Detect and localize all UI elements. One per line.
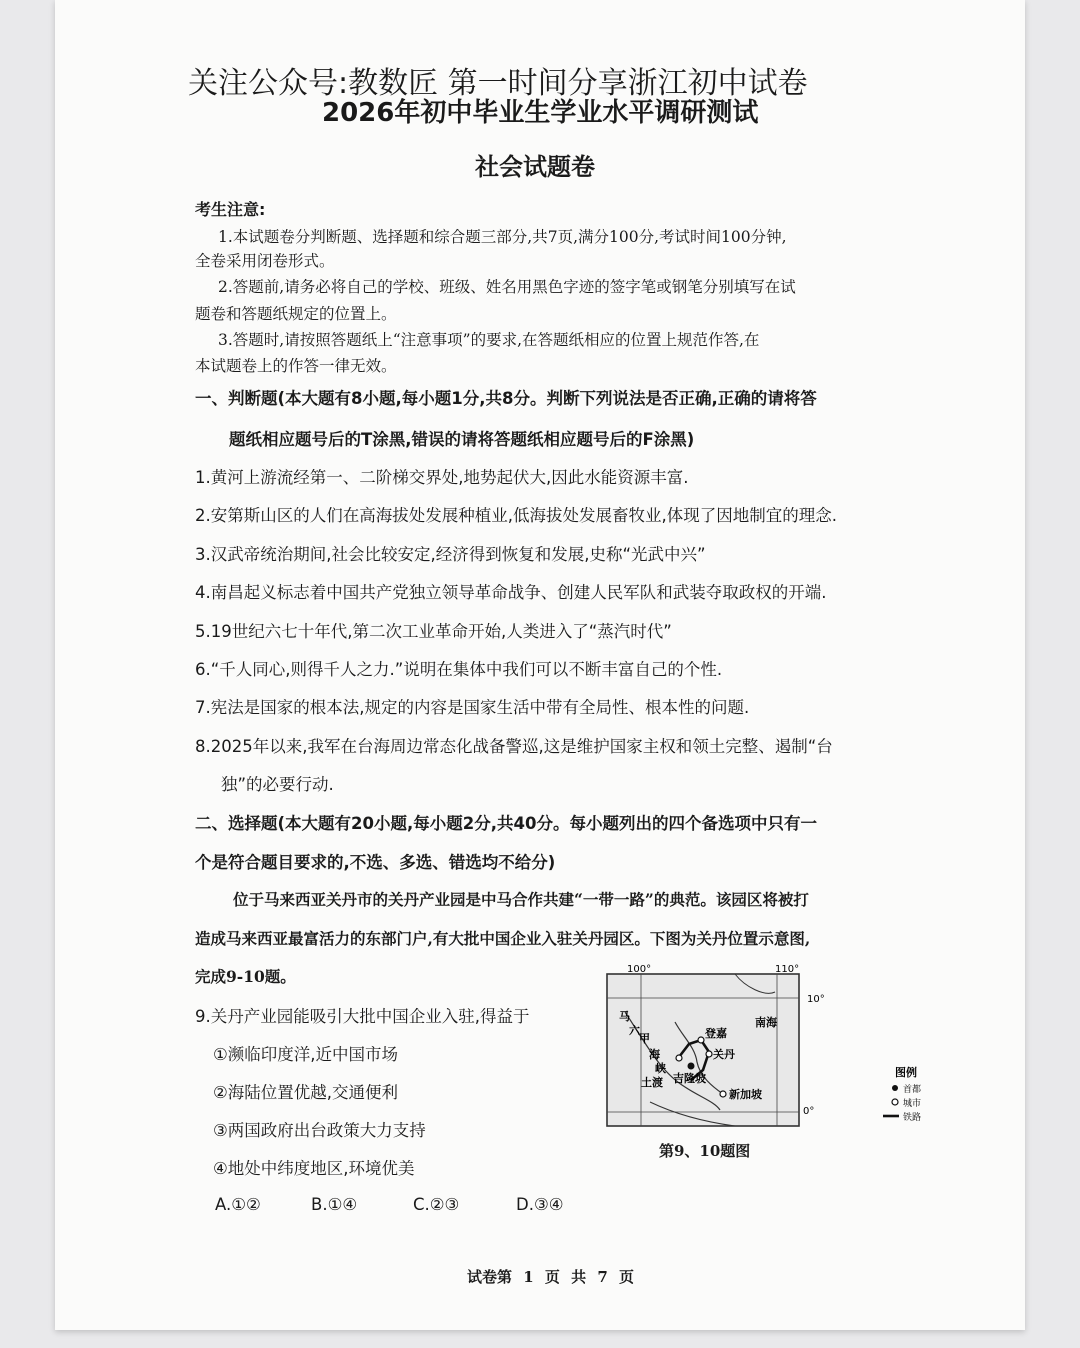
notice-line: 2.答题前,请务必将自己的学校、班级、姓名用黑色字迹的签字笔或钢笔分别填写在试 <box>218 278 796 296</box>
legend-capital: 首都 <box>903 1085 922 1095</box>
notice-line: 题卷和答题纸规定的位置上。 <box>195 305 397 323</box>
section2-heading: 二、选择题(本大题有20小题,每小题2分,共40分。每小题列出的四个备选项中只有一 <box>195 814 817 833</box>
judge-item-6: 6.“千人同心,则得千人之力.”说明在集体中我们可以不断丰富自己的个性. <box>195 660 723 679</box>
legend-city: 城市 <box>903 1099 922 1109</box>
map-label: 登嘉 <box>705 1027 727 1040</box>
section1-heading: 一、判断题(本大题有8小题,每小题1分,共8分。判断下列说法是否正确,正确的请将答 <box>195 389 817 408</box>
judge-item-1: 1.黄河上游流经第一、二阶梯交界处,地势起伏大,因此水能资源丰富. <box>195 468 689 487</box>
legend-title: 图例 <box>895 1066 917 1079</box>
material-lead: 位于马来西亚关丹市的关丹产业园是中马合作共建“一带一路”的典范。该园区将被打 <box>233 890 809 909</box>
map-label: 海 <box>649 1048 660 1061</box>
exam-title: 2026年初中毕业生学业水平调研测试 <box>322 98 759 128</box>
material-lead: 完成9-10题。 <box>195 967 296 986</box>
capital-marker <box>688 1063 695 1070</box>
legend-city-symbol <box>892 1099 898 1105</box>
map-label-singapore: 新加坡 <box>729 1088 762 1101</box>
judge-item-8-cont: 独”的必要行动. <box>221 775 334 794</box>
map-label: 六 <box>629 1024 640 1037</box>
map-label: 峡 <box>655 1062 666 1075</box>
map-label: 马 <box>619 1010 630 1023</box>
legend-railway: 铁路 <box>903 1113 922 1123</box>
question-9-option: ②海陆位置优越,交通便利 <box>213 1083 399 1102</box>
exam-subtitle: 社会试题卷 <box>475 153 595 181</box>
question-9-stem: 9.关丹产业园能吸引大批中国企业入驻,得益于 <box>195 1007 530 1026</box>
question-9-option: ③两国政府出台政策大力支持 <box>213 1121 426 1140</box>
notice-line: 全卷采用闭卷形式。 <box>195 252 335 270</box>
map-label-south-china-sea: 南海 <box>755 1016 777 1029</box>
notice-line: 1.本试题卷分判断题、选择题和综合题三部分,共7页,满分100分,考试时间100分钟, <box>218 228 787 246</box>
notice-heading: 考生注意: <box>195 200 266 219</box>
judge-item-4: 4.南昌起义标志着中国共产党独立领导革命战争、创建人民军队和武装夺取政权的开端. <box>195 583 827 602</box>
choice-c: C.②③ <box>413 1195 460 1214</box>
lon-label-right: 110° <box>775 964 800 975</box>
map-label-guandan: 关丹 <box>713 1048 735 1061</box>
notice-line: 本试题卷上的作答一律无效。 <box>195 357 397 375</box>
judge-item-5: 5.19世纪六七十年代,第二次工业革命开始,人类进入了“蒸汽时代” <box>195 622 672 641</box>
question-9-option: ①濒临印度洋,近中国市场 <box>213 1045 399 1064</box>
judge-item-2: 2.安第斯山区的人们在高海拔处发展种植业,低海拔处发展畜牧业,体现了因地制宜的理念. <box>195 506 837 525</box>
question-9-option: ④地处中纬度地区,环境优美 <box>213 1159 415 1178</box>
exam-page <box>55 0 1025 1330</box>
material-lead: 造成马来西亚最富活力的东部门户,有大批中国企业入驻关丹园区。下图为关丹位置示意图, <box>195 929 811 948</box>
page-footer: 试卷第 1 页 共 7 页 <box>467 1268 634 1286</box>
city-marker <box>676 1055 682 1061</box>
choice-b: B.①④ <box>311 1195 358 1214</box>
city-marker-guandan <box>706 1051 712 1057</box>
city-marker <box>698 1037 704 1043</box>
map-label: 甲 <box>639 1032 650 1045</box>
map-label-kl: 吉隆坡 <box>673 1072 706 1085</box>
map-frame <box>607 974 799 1126</box>
choice-d: D.③④ <box>516 1195 564 1214</box>
notice-line: 3.答题时,请按照答题纸上“注意事项”的要求,在答题纸相应的位置上规范作答,在 <box>218 331 760 349</box>
lat-label-bottom: 0° <box>803 1106 815 1117</box>
guandan-location-map <box>605 962 925 1142</box>
city-marker-singapore <box>720 1091 726 1097</box>
section1-heading-cont: 题纸相应题号后的T涂黑,错误的请将答题纸相应题号后的F涂黑) <box>229 430 695 449</box>
lon-label-left: 100° <box>627 964 652 975</box>
legend-capital-symbol <box>892 1085 898 1091</box>
choice-a: A.①② <box>215 1195 261 1214</box>
judge-item-3: 3.汉武帝统治期间,社会比较安定,经济得到恢复和发展,史称“光武中兴” <box>195 545 706 564</box>
judge-item-7: 7.宪法是国家的根本法,规定的内容是国家生活中带有全局性、根本性的问题. <box>195 698 750 717</box>
banner-text: 关注公众号:教数匠 第一时间分享浙江初中试卷 <box>188 66 808 101</box>
map-caption: 第9、10题图 <box>659 1142 751 1160</box>
lat-label-top: 10° <box>807 994 825 1005</box>
section2-heading-cont: 个是符合题目要求的,不选、多选、错选均不给分) <box>195 853 556 872</box>
judge-item-8: 8.2025年以来,我军在台海周边常态化战备警巡,这是维护国家主权和领土完整、遏制“台 <box>195 737 833 756</box>
map-label: 土渡 <box>641 1076 663 1089</box>
